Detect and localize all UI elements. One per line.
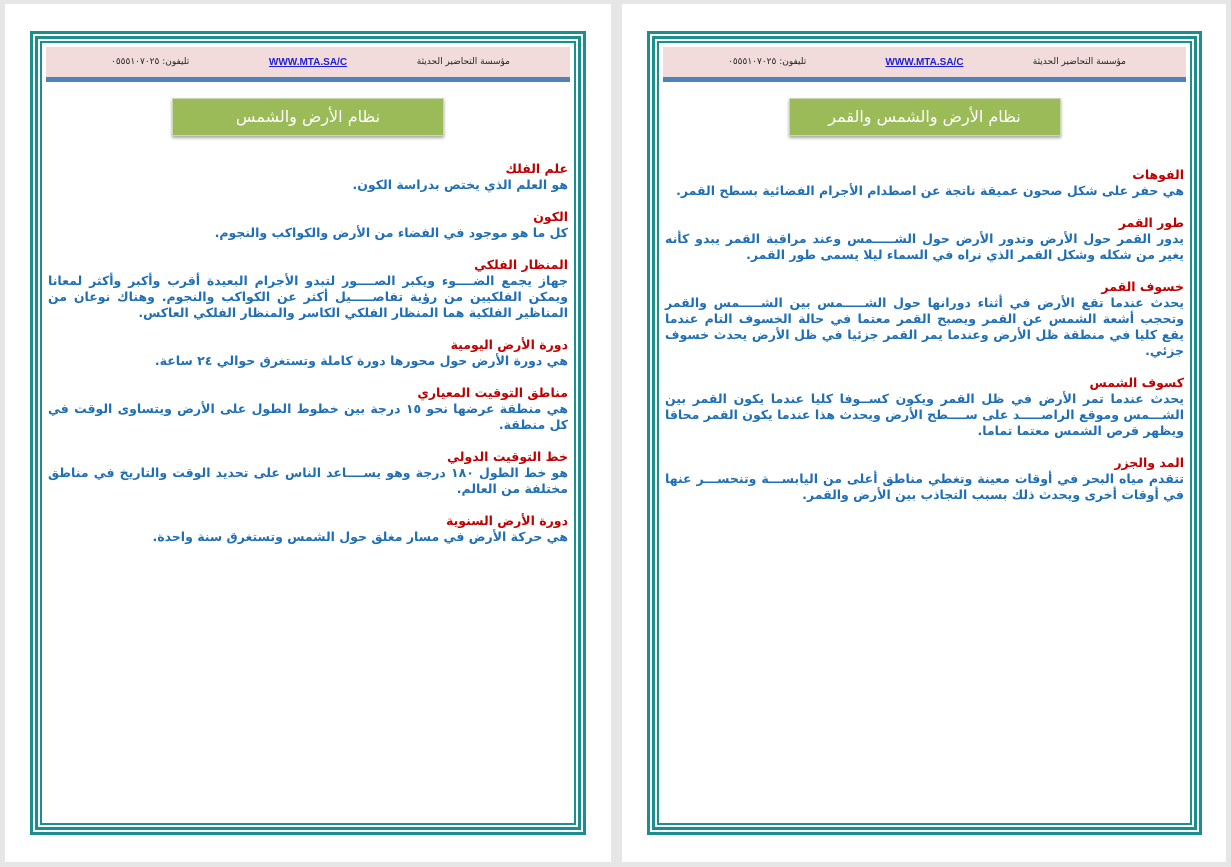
entry-definition: يحدث عندما تمر الأرض في ظل القمر ويكون كســوفا كليا عندما يكون القمر بين الشـــمس وموقع الراصـــــد على ســــطح الأرض ويحدث هذا عندما يكون القمر محاقا ويظهر قرص الشمس معتما تماما. [665,391,1184,438]
entry-term: الكون [533,209,568,224]
entry-definition: كل ما هو موجود في الفضاء من الأرض والكواكب والنجوم. [214,225,568,240]
entry-definition: يحدث عندما تقع الأرض في أثناء دورانها حول الشـــــمس بين الشـــــمس والقمر وتحجب أشعة الشمس عن القمر ويصبح القمر معتما في حالة الخسوف التام عندما يقع كليا في منطقة ظل الأرض وعندما يمر القمر جزئيا في ظل الأرض يحدث خسوف جزئي. [665,295,1184,358]
glossary-entry [48,513,568,545]
glossary-entry [48,257,568,321]
glossary-entry [48,209,568,241]
entry-term: مناطق التوقيت المعياري [417,385,568,400]
header-phone: تليفون: ٠٥٥٥١٠٧٠٢٥ [728,57,807,67]
entry-term: دورة الأرض اليومية [450,337,568,352]
page-content [48,161,568,561]
glossary-entry [48,337,568,369]
header-organization: مؤسسة التحاضير الحديثة [416,57,510,67]
page-header [46,47,570,82]
entry-definition: هي حركة الأرض في مسار مغلق حول الشمس وتستغرق سنة واحدة. [152,529,568,544]
entry-definition: هي دورة الأرض حول محورها دورة كاملة وتستغرق حوالي ٢٤ ساعة. [154,353,568,368]
entry-term: دورة الأرض السنوية [446,513,568,528]
glossary-entry [665,279,1184,359]
entry-term: المنظار الفلكي [474,257,568,272]
glossary-entry [665,215,1184,263]
entry-definition: يدور القمر حول الأرض وتدور الأرض حول الشـــــمس وعند مراقبة القمر يبدو كأنه يغير من شكله وشكل القمر الذي نراه في السماء ليلا يسمى طور القمر. [665,231,1184,262]
glossary-entry [48,161,568,193]
header-url-link[interactable]: WWW.MTA.SA/C [885,57,964,68]
page-content [665,167,1184,519]
glossary-entry [665,375,1184,439]
entry-definition: هي حفر على شكل صحون عميقة ناتجة عن اصطدام الأجرام الفضائية بسطح القمر. [676,183,1184,198]
entry-term: كسوف الشمس [1089,375,1184,390]
glossary-entry [665,167,1184,199]
entry-term: المد والجزر [1114,455,1184,470]
document-page-earth-sun [5,4,611,862]
entry-term: خسوف القمر [1101,279,1184,294]
page-title: نظام الأرض والشمس والقمر [789,98,1061,136]
entry-definition: هو خط الطول ١٨٠ درجة وهو يســــاعد الناس على تحديد الوقت والتاريخ في مناطق مختلفة من العالم. [48,465,568,496]
entry-definition: هو العلم الذي يختص بدراسة الكون. [352,177,568,192]
page-title: نظام الأرض والشمس [172,98,444,136]
document-page-earth-sun-moon [622,4,1226,862]
entry-definition: هي منطقة عرضها نحو ١٥ درجة بين خطوط الطول على الأرض ويتساوى الوقت في كل منطقة. [48,401,568,432]
entry-term: طور القمر [1118,215,1184,230]
glossary-entry [48,385,568,433]
header-phone: تليفون: ٠٥٥٥١٠٧٠٢٥ [111,57,190,67]
entry-term: خط التوقيت الدولي [447,449,568,464]
entry-term: علم الفلك [505,161,568,176]
entry-term: الفوهات [1132,167,1184,182]
glossary-entry [665,455,1184,503]
page-border [647,31,1202,835]
entry-definition: تتقدم مياه البحر في أوقات معينة وتغطي مناطق أعلى من اليابســـة وتنحســـر عنها في أوقات أخرى ويحدث ذلك بسبب التجاذب بين الأرض والقمر. [665,471,1184,502]
glossary-entry [48,449,568,497]
page-header [663,47,1186,82]
page-border [30,31,586,835]
header-url-link[interactable]: WWW.MTA.SA/C [268,57,348,68]
header-organization: مؤسسة التحاضير الحديثة [1032,57,1126,67]
entry-definition: جهاز يجمع الضــــوء ويكبر الصــــور لتبدو الأجرام البعيدة أقرب وأكبر وأكثر لمعانا ويمكن الفلكيين من رؤية تفاصـــــيل أكثر عن الكواكب والنجوم. وهناك نوعان من المناظير الفلكية هما المنظار الفلكي الكاسر والمنظار الفلكي العاكس. [48,273,568,320]
